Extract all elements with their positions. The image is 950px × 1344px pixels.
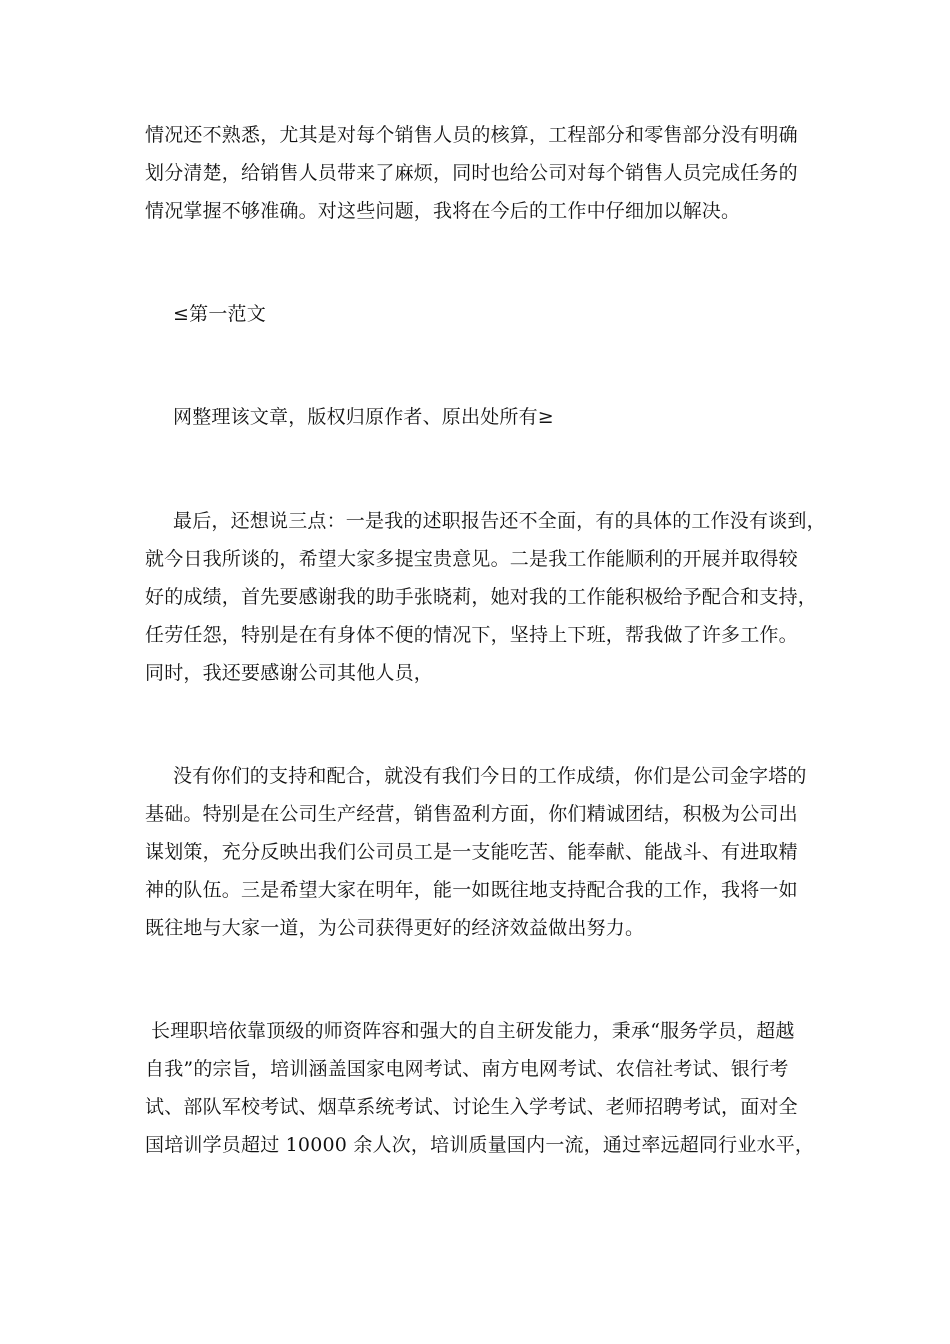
paragraph-2-line-1: 最后，还想说三点：一是我的述职报告还不全面，有的具体的工作没有谈到， <box>173 510 826 532</box>
paragraph-2-line-3: 好的成绩，首先要感谢我的助手张晓莉，她对我的工作能积极给予配合和支持， <box>145 586 818 608</box>
paragraph-4-line-4: 国培训学员超过 10000 余人次，培训质量国内一流，通过率远超同行业水平， <box>145 1134 815 1156</box>
paragraph-3-line-2: 基础。特别是在公司生产经营，销售盈利方面，你们精诚团结，积极为公司出 <box>145 803 798 825</box>
paragraph-2-line-2: 就今日我所谈的，希望大家多提宝贵意见。二是我工作能顺利的开展并取得较 <box>145 548 798 570</box>
paragraph-3-line-4: 神的队伍。三是希望大家在明年，能一如既往地支持配合我的工作，我将一如 <box>145 879 798 901</box>
paragraph-2-line-5: 同时，我还要感谢公司其他人员， <box>145 662 434 684</box>
paragraph-1-line-3: 情况掌握不够准确。对这些问题，我将在今后的工作中仔细加以解决。 <box>145 200 741 222</box>
paragraph-1-line-2: 划分清楚，给销售人员带来了麻烦，同时也给公司对每个销售人员完成任务的 <box>145 162 798 184</box>
paragraph-1-line-1: 情况还不熟悉，尤其是对每个销售人员的核算，工程部分和零售部分没有明确 <box>145 124 798 146</box>
paragraph-4-line-3: 试、部队军校考试、烟草系统考试、讨论生入学考试、老师招聘考试，面对全 <box>145 1096 798 1118</box>
paragraph-3-line-5: 既往地与大家一道，为公司获得更好的经济效益做出努力。 <box>145 917 645 939</box>
paragraph-3-line-3: 谋划策，充分反映出我们公司员工是一支能吃苦、能奉献、能战斗、有进取精 <box>145 841 798 863</box>
paragraph-2-line-4: 任劳任怨，特别是在有身体不便的情况下，坚持上下班，帮我做了许多工作。 <box>145 624 798 646</box>
paragraph-4-line-1: 长理职培依靠顶级的师资阵容和强大的自主研发能力，秉承“服务学员，超越 <box>151 1020 795 1042</box>
paragraph-3-line-1: 没有你们的支持和配合，就没有我们今日的工作成绩，你们是公司金字塔的 <box>173 765 807 787</box>
source-note-open: ≤第一范文 <box>173 303 266 325</box>
paragraph-4-line-2: 自我”的宗旨，培训涵盖国家电网考试、南方电网考试、农信社考试、银行考 <box>145 1058 789 1080</box>
source-note-close: 网整理该文章，版权归原作者、原出处所有≥ <box>173 406 554 428</box>
